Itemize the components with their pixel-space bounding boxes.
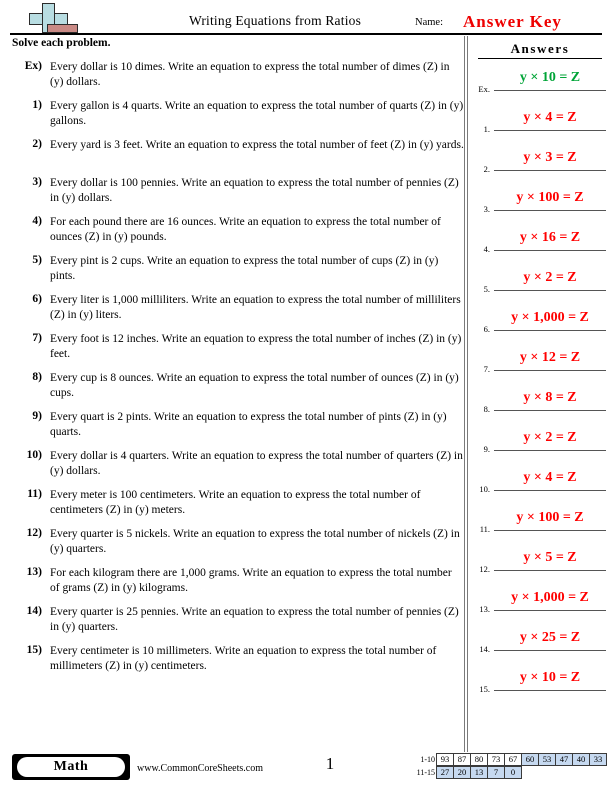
answer-value: y × 2 = Z [523, 270, 577, 285]
problem-item [12, 605, 464, 634]
problem-number: 1) [32, 99, 42, 111]
answer-blank-line[interactable] [494, 548, 606, 571]
answer-number: Ex. [478, 84, 490, 94]
answer-row [470, 308, 612, 348]
problem-item [12, 293, 464, 322]
answer-row [470, 468, 612, 508]
answer-row [470, 628, 612, 668]
answer-number: 12. [479, 564, 490, 574]
answer-number: 9. [483, 444, 490, 454]
answer-blank-line[interactable] [494, 308, 606, 331]
problem-number: 13) [26, 566, 42, 578]
answer-row [470, 508, 612, 548]
problem-text: Every quarter is 5 nickels. Write an equation to express the total number of nickels (Z) in (y) quarters. [50, 528, 460, 555]
score-row-label: 1-10 [420, 755, 435, 764]
answer-value: y × 25 = Z [519, 630, 581, 645]
commoncoresheets-logo-icon [22, 2, 84, 34]
page-number: 1 [325, 754, 335, 773]
problems-list [12, 60, 464, 683]
answer-blank-line[interactable] [494, 588, 606, 611]
answer-blank-line[interactable] [494, 348, 606, 371]
answer-number: 13. [479, 604, 490, 614]
score-cell: 27 [436, 766, 454, 779]
answer-row [470, 108, 612, 148]
scoring-table [409, 753, 607, 779]
answer-number: 5. [483, 284, 490, 294]
answer-value: y × 3 = Z [523, 150, 577, 165]
answer-number: 14. [479, 644, 490, 654]
problem-item [12, 410, 464, 439]
answer-row [470, 348, 612, 388]
answer-row [470, 148, 612, 188]
page-header [0, 0, 612, 34]
score-cell: 40 [572, 753, 590, 766]
answers-list [470, 68, 612, 708]
score-cell: 0 [504, 766, 522, 779]
score-row [409, 753, 607, 766]
problem-number: 6) [32, 293, 42, 305]
answer-value: y × 100 = Z [516, 510, 584, 525]
problem-text: Every meter is 100 centimeters. Write an equation to express the total number of centimeters (Z) in (y) meters. [50, 489, 421, 516]
problem-text: Every yard is 3 feet. Write an equation to express the total number of feet (Z) in (y) yards. [50, 139, 464, 151]
problem-text: Every cup is 8 ounces. Write an equation to express the total number of ounces (Z) in (y) cups. [50, 372, 459, 399]
problem-item [12, 527, 464, 556]
answer-number: 2. [483, 164, 490, 174]
answer-number: 7. [483, 364, 490, 374]
answer-blank-line[interactable] [494, 388, 606, 411]
problem-item [12, 332, 464, 361]
score-cell: 67 [504, 753, 522, 766]
problem-item [12, 449, 464, 478]
problem-number: 7) [32, 332, 42, 344]
score-cell: 33 [589, 753, 607, 766]
score-cell: 7 [487, 766, 505, 779]
score-row [409, 766, 607, 779]
subject-badge [12, 754, 130, 780]
answer-row [470, 588, 612, 628]
answer-value: y × 4 = Z [523, 470, 577, 485]
score-cell: 13 [470, 766, 488, 779]
problem-text: Every dollar is 4 quarters. Write an equation to express the total number of quarters (Z) in (y) dollars. [50, 450, 463, 477]
answer-blank-line[interactable] [494, 68, 606, 91]
answer-key-stamp: Answer Key [463, 12, 562, 31]
instruction-text: Solve each problem. [12, 37, 111, 49]
score-cell: 20 [453, 766, 471, 779]
problem-number: 2) [32, 138, 42, 150]
score-cell: 60 [521, 753, 539, 766]
answer-blank-line[interactable] [494, 668, 606, 691]
problem-item [12, 60, 464, 89]
problem-text: Every dollar is 100 pennies. Write an equation to express the total number of pennies (Z) in (y) dollars. [50, 177, 459, 204]
answer-blank-line[interactable] [494, 508, 606, 531]
answer-value: y × 4 = Z [523, 110, 577, 125]
problem-item [12, 371, 464, 400]
problem-text: Every foot is 12 inches. Write an equation to express the total number of inches (Z) in (y) feet. [50, 333, 462, 360]
answer-row [470, 68, 612, 108]
score-row-label: 11-15 [416, 768, 435, 777]
score-cell: 53 [538, 753, 556, 766]
problem-text: Every centimeter is 10 millimeters. Write an equation to express the total number of millimeters (Z) in (y) centimeters. [50, 645, 437, 672]
site-url: www.CommonCoreSheets.com [137, 763, 264, 774]
problem-item [12, 254, 464, 283]
problem-number: 14) [26, 605, 42, 617]
score-cell: 80 [470, 753, 488, 766]
answer-blank-line[interactable] [494, 228, 606, 251]
problem-number: 11) [27, 488, 42, 500]
answer-blank-line[interactable] [494, 188, 606, 211]
answer-number: 6. [483, 324, 490, 334]
answer-number: 10. [479, 484, 490, 494]
problem-text: Every dollar is 10 dimes. Write an equation to express the total number of dimes (Z) in (y) dollars. [50, 61, 450, 88]
problem-item [12, 99, 464, 128]
problem-number: Ex) [24, 60, 42, 72]
problem-number: 5) [32, 254, 42, 266]
answers-heading: Answers [478, 41, 602, 59]
answer-value: y × 1,000 = Z [511, 590, 589, 605]
problem-number: 9) [32, 410, 42, 422]
answer-blank-line[interactable] [494, 628, 606, 651]
column-divider [464, 36, 468, 752]
answer-value: y × 5 = Z [523, 550, 577, 565]
score-cell: 47 [555, 753, 573, 766]
answer-value: y × 16 = Z [519, 230, 581, 245]
problem-number: 15) [26, 644, 42, 656]
answer-row [470, 428, 612, 468]
problem-item [12, 488, 464, 517]
answer-row [470, 188, 612, 228]
subject-badge-label: Math [17, 757, 125, 777]
problem-item [12, 566, 464, 595]
problem-item [12, 176, 464, 205]
problem-text: Every quart is 2 pints. Write an equation to express the total number of pints (Z) in (y) quarts. [50, 411, 447, 438]
problem-text: For each pound there are 16 ounces. Write an equation to express the total number of ounces (Z) in (y) pounds. [50, 216, 441, 243]
answer-blank-line[interactable] [494, 108, 606, 131]
answer-number: 8. [483, 404, 490, 414]
problem-number: 8) [32, 371, 42, 383]
problem-text: Every quarter is 25 pennies. Write an equation to express the total number of pennies (Z) in (y) quarters. [50, 606, 459, 633]
score-cell: 73 [487, 753, 505, 766]
logo-red-bar [47, 24, 78, 33]
answer-number: 11. [479, 524, 490, 534]
answer-value: y × 12 = Z [519, 350, 581, 365]
answer-value: y × 100 = Z [516, 190, 584, 205]
answer-blank-line[interactable] [494, 268, 606, 291]
problem-item [12, 215, 464, 244]
answer-blank-line[interactable] [494, 148, 606, 171]
answer-number: 3. [483, 204, 490, 214]
problem-text: Every gallon is 4 quarts. Write an equation to express the total number of quarts (Z) in (y) gallons. [50, 100, 464, 127]
problem-text: Every liter is 1,000 milliliters. Write an equation to express the total number of milliliters (Z) in (y) liters. [50, 294, 461, 321]
answer-row [470, 268, 612, 308]
answer-blank-line[interactable] [494, 428, 606, 451]
score-cell: 93 [436, 753, 454, 766]
answer-value: y × 2 = Z [523, 430, 577, 445]
problem-number: 10) [26, 449, 42, 461]
score-cell: 87 [453, 753, 471, 766]
answer-value: y × 1,000 = Z [511, 310, 589, 325]
problem-number: 3) [32, 176, 42, 188]
problem-text: For each kilogram there are 1,000 grams. Write an equation to express the total number of grams (Z) in (y) kilograms. [50, 567, 452, 594]
page-title: Writing Equations from Ratios [188, 13, 362, 28]
answer-value: y × 10 = Z [519, 670, 581, 685]
problem-item [12, 138, 464, 166]
answer-row [470, 548, 612, 588]
header-divider-rule [10, 33, 602, 35]
answer-number: 1. [483, 124, 490, 134]
problem-number: 4) [32, 215, 42, 227]
problem-number: 12) [26, 527, 42, 539]
problem-text: Every pint is 2 cups. Write an equation to express the total number of cups (Z) in (y) pints. [50, 255, 439, 282]
answer-row [470, 228, 612, 268]
answer-value: y × 10 = Z [519, 70, 581, 85]
answer-blank-line[interactable] [494, 468, 606, 491]
name-label: Name: [415, 17, 443, 28]
answer-row [470, 388, 612, 428]
problem-item [12, 644, 464, 673]
answer-number: 15. [479, 684, 490, 694]
page-footer [0, 752, 612, 792]
answer-value: y × 8 = Z [523, 390, 577, 405]
answer-number: 4. [483, 244, 490, 254]
answer-row [470, 668, 612, 708]
